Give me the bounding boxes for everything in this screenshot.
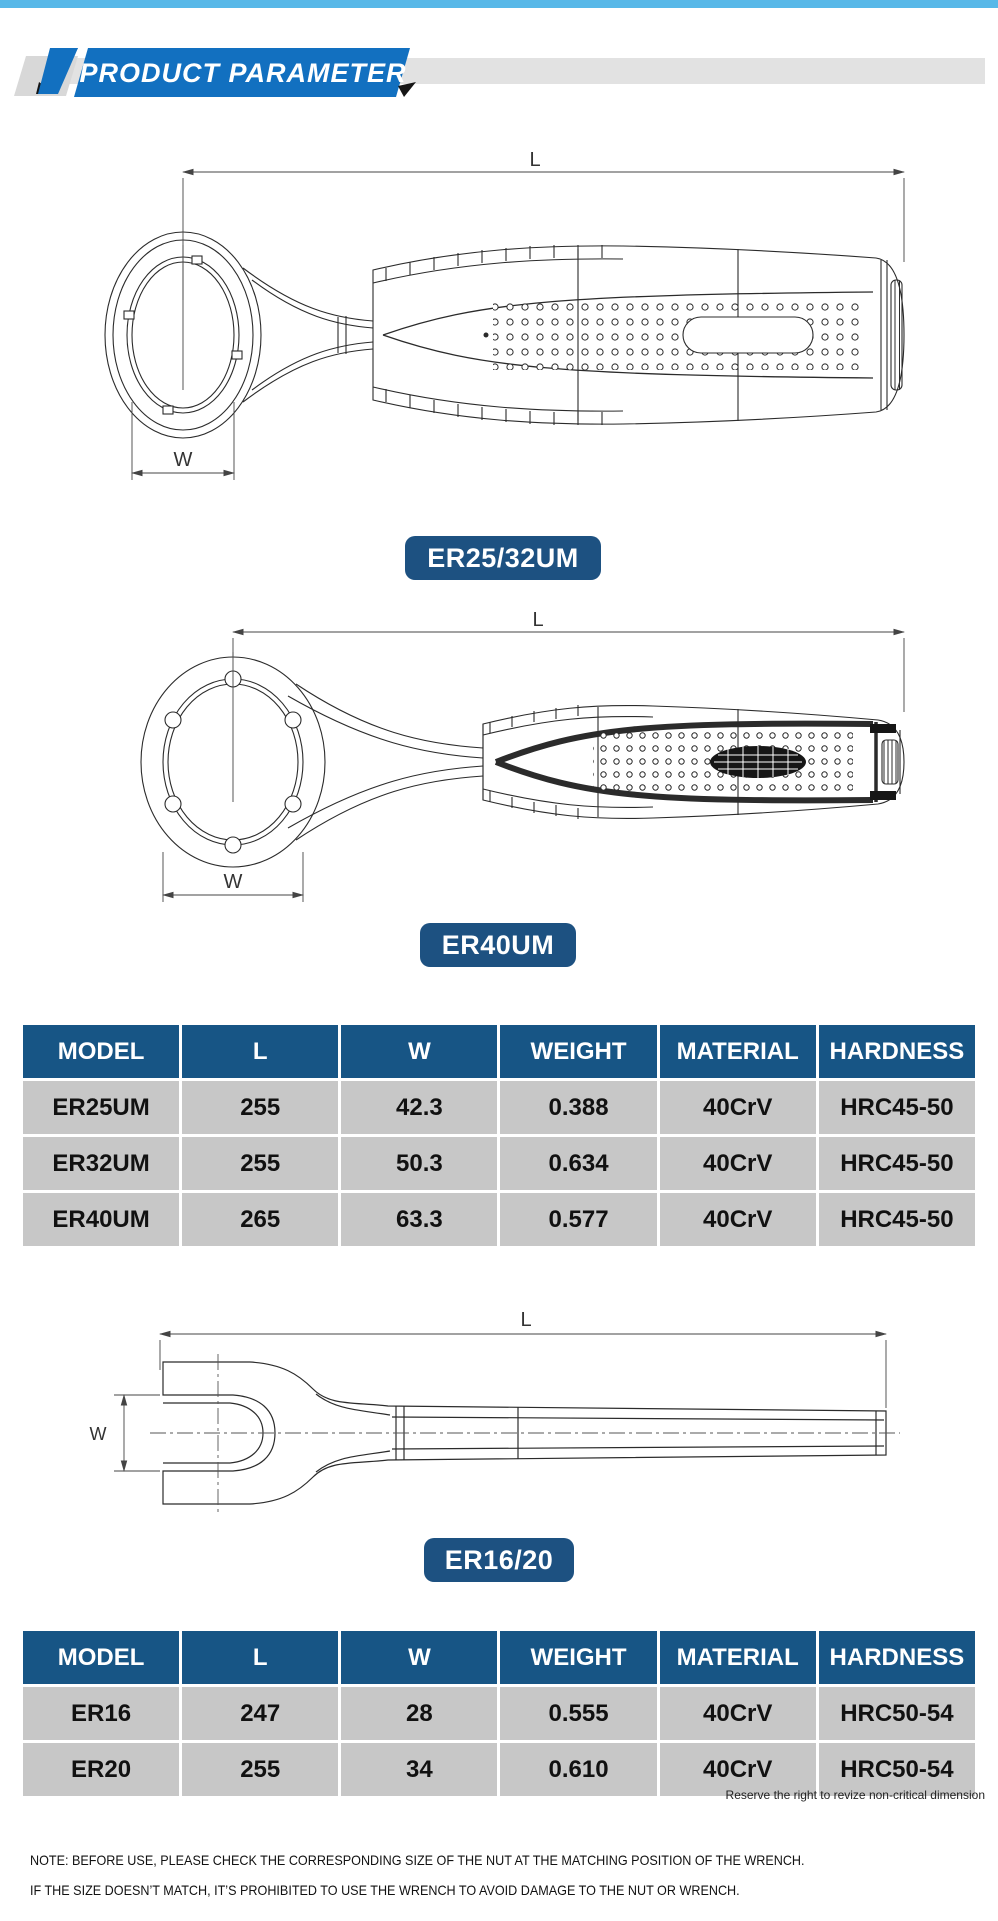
table-header-row [22,1630,977,1686]
column-header: HARDNESS [817,1024,976,1080]
table-cell: 63.3 [340,1192,499,1248]
column-header: WEIGHT [499,1630,658,1686]
model-badge-er1620: ER16/20 [424,1538,574,1582]
table-cell: 0.577 [499,1192,658,1248]
note-line-2: IF THE SIZE DOESN’T MATCH, IT’S PROHIBITED TO USE THE WRENCH TO AVOID DAMAGE TO THE NUT OR WRENCH. [30,1882,740,1898]
column-header: MATERIAL [658,1024,817,1080]
table-cell: 40CrV [658,1686,817,1742]
table-cell: ER40UM [22,1192,181,1248]
dimension-label-width: W [173,449,193,471]
page-title: PRODUCT PARAMETER [79,58,407,88]
table-cell: 255 [181,1136,340,1192]
table-cell: HRC45-50 [817,1080,976,1136]
table-cell: 42.3 [340,1080,499,1136]
table-cell: ER32UM [22,1136,181,1192]
table-cell: 40CrV [658,1742,817,1798]
spec-table-er-series [20,1628,978,1799]
dimension-label-width: W [223,871,243,893]
table-row [22,1686,977,1742]
wrench-diagram-er1620 [38,1310,958,1535]
model-badge-er40um: ER40UM [420,923,576,967]
header-banner [0,40,998,104]
table-row [22,1080,977,1136]
table-cell: 247 [181,1686,340,1742]
table-cell: 40CrV [658,1080,817,1136]
table-cell: HRC45-50 [817,1192,976,1248]
wrench-body [141,657,904,867]
wrench-diagram-er40um [38,612,958,912]
column-header: L [181,1024,340,1080]
column-header: HARDNESS [817,1630,976,1686]
table-cell: 40CrV [658,1192,817,1248]
table-cell: HRC50-54 [817,1686,976,1742]
dimension-label-length: L [529,150,541,171]
table-row [22,1136,977,1192]
centerlines [150,1354,900,1512]
table-cell: ER16 [22,1686,181,1742]
note-line-1: NOTE: BEFORE USE, PLEASE CHECK THE CORRESPONDING SIZE OF THE NUT AT THE MATCHING POSITION OF THE WRENCH. [30,1852,805,1868]
column-header: W [340,1024,499,1080]
table-cell: HRC45-50 [817,1136,976,1192]
wrench-body [105,232,904,438]
table-cell: 0.388 [499,1080,658,1136]
table-cell: 0.610 [499,1742,658,1798]
table-cell: 0.634 [499,1136,658,1192]
column-header: MODEL [22,1630,181,1686]
column-header: MODEL [22,1024,181,1080]
dimension-label-length: L [520,1310,532,1331]
column-header: W [340,1630,499,1686]
table-cell: 265 [181,1192,340,1248]
model-badge-er2532um: ER25/32UM [405,536,601,580]
table-cell: 34 [340,1742,499,1798]
column-header: MATERIAL [658,1630,817,1686]
table-row [22,1192,977,1248]
dimension-label-length: L [532,612,544,631]
table-cell: 0.555 [499,1686,658,1742]
table-cell: 255 [181,1742,340,1798]
top-accent-bar [0,0,998,8]
rights-reservation-note: Reserve the right to revize non-critical dimension [725,1788,985,1802]
table-cell: HRC50-54 [817,1742,976,1798]
column-header: L [181,1630,340,1686]
column-header: WEIGHT [499,1024,658,1080]
wrench-diagram-er2532um [38,150,958,505]
table-cell: 255 [181,1080,340,1136]
table-header-row [22,1024,977,1080]
spec-table-um-series [20,1022,978,1249]
table-cell: ER20 [22,1742,181,1798]
table-cell: 50.3 [340,1136,499,1192]
table-cell: 40CrV [658,1136,817,1192]
table-cell: ER25UM [22,1080,181,1136]
table-cell: 28 [340,1686,499,1742]
dimension-label-width: W [89,1424,107,1444]
